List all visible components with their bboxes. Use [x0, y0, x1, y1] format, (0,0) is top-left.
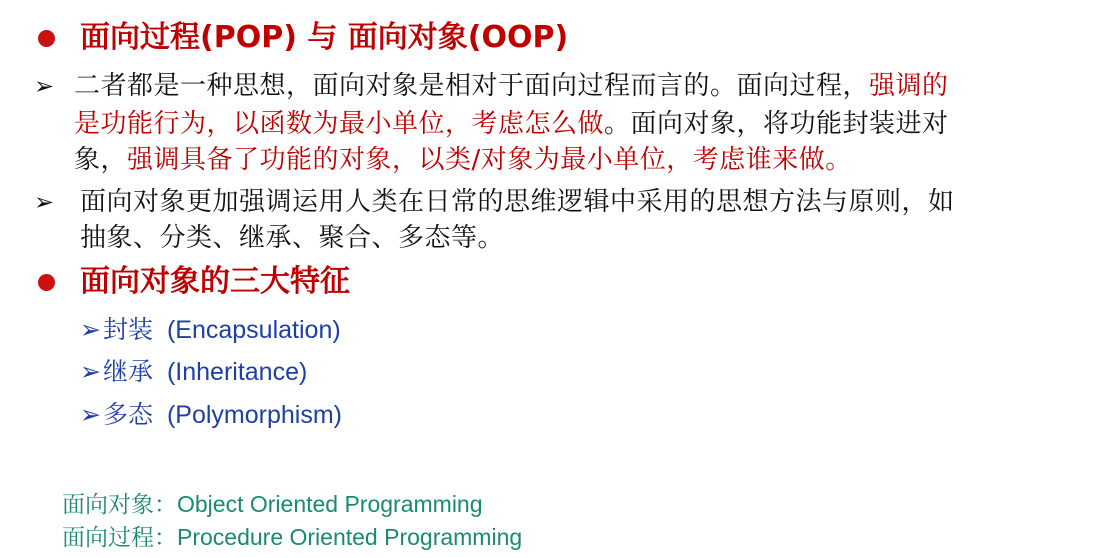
item-arrow-icon: ➢ — [80, 357, 101, 386]
paragraph-1-emphasis: 强调具备了功能的对象，以类/对象为最小单位，考虑谁来做。 — [127, 145, 852, 175]
feature-en: (Encapsulation) — [166, 316, 341, 344]
paragraph-2-line-1: 面向对象更加强调运用人类在日常的思维逻辑中采用的思想方法与原则，如 — [80, 187, 955, 217]
heading-bullet-dot — [38, 274, 55, 291]
note-zh: 面向对象： — [62, 492, 177, 518]
feature-zh: 多态 — [102, 400, 153, 429]
item-arrow-icon: ➢ — [80, 400, 101, 429]
note-zh: 面向过程： — [62, 525, 177, 551]
feature-item-polymorphism — [80, 399, 342, 431]
paragraph-1-emphasis: 是功能行为，以函数为最小单位，考虑怎么做 — [74, 109, 605, 139]
note-en: Procedure Oriented Programming — [177, 524, 523, 550]
paragraph-2-line-2: 抽象、分类、继承、聚合、多态等。 — [80, 223, 505, 253]
feature-en: (Inheritance) — [166, 358, 308, 386]
feature-item-inheritance — [80, 356, 307, 388]
item-arrow-icon: ➢ — [80, 315, 101, 344]
paragraph-1-line-2 — [74, 104, 949, 144]
paragraph-1-text: 象， — [74, 145, 128, 175]
feature-zh: 继承 — [102, 357, 153, 386]
paragraph-1-text: 。面向对象，将功能封装进对 — [604, 109, 949, 139]
feature-zh: 封装 — [102, 315, 153, 344]
heading-bullet-dot — [38, 30, 55, 47]
feature-en: (Polymorphism) — [166, 401, 342, 429]
paragraph-1-line-1 — [74, 66, 949, 106]
section-heading-features: 面向对象的三大特征 — [80, 264, 350, 299]
paragraph-1-line-3 — [74, 140, 852, 180]
note-en: Object Oriented Programming — [177, 491, 483, 517]
feature-item-encapsulation — [80, 314, 341, 346]
section-heading-pop-oop: 面向过程(POP) 与 面向对象(OOP) — [80, 20, 569, 55]
paragraph-1-text: 二者都是一种思想，面向对象是相对于面向过程而言的。面向过程， — [74, 71, 870, 101]
note-pop — [62, 522, 522, 553]
paragraph-arrow-icon: ➢ — [34, 188, 55, 216]
note-oop — [62, 489, 483, 520]
paragraph-arrow-icon: ➢ — [34, 72, 55, 100]
paragraph-1-emphasis: 强调的 — [869, 71, 949, 101]
